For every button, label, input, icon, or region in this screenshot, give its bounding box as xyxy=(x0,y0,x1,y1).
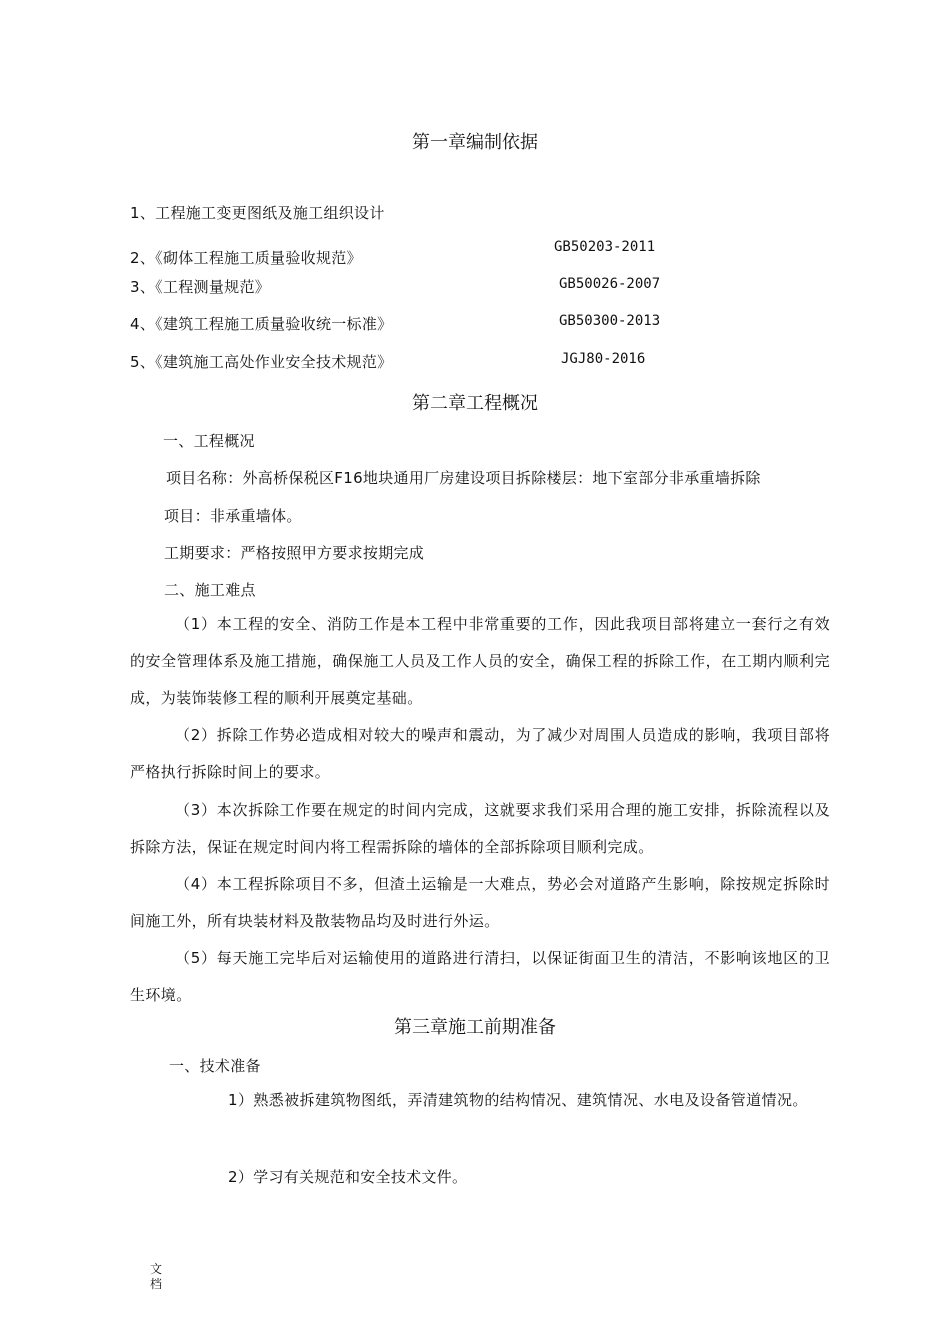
section-heading: 一、技术准备 xyxy=(169,1057,261,1075)
chapter1-title: 第一章编制依据 xyxy=(412,132,538,153)
footer-char: 文 xyxy=(150,1262,163,1276)
difficulty-paragraph: （3）本次拆除工作要在规定的时间内完成，这就要求我们采用合理的施工安排，拆除流程以及拆除方法，保证在规定时间内将工程需拆除的墙体的全部拆除项目顺利完成。 xyxy=(130,801,830,856)
reference-item: 3、《工程测量规范》 xyxy=(130,278,271,296)
reference-code: GB50300-2013 xyxy=(559,313,661,329)
prep-item: 2）学习有关规范和安全技术文件。 xyxy=(228,1168,468,1186)
difficulty-paragraph: （1）本工程的安全、消防工作是本工程中非常重要的工作，因此我项目部将建立一套行之有效的安全管理体系及施工措施，确保施工人员及工作人员的安全，确保工程的拆除工作，在工期内顺利完成，为装饰装修工程的顺利开展奠定基础。 xyxy=(130,615,830,707)
section-heading: 一、工程概况 xyxy=(163,432,255,450)
difficulty-paragraph: （4）本工程拆除项目不多，但渣土运输是一大难点，势必会对道路产生影响，除按规定拆除时间施工外，所有块装材料及散装物品均及时进行外运。 xyxy=(130,875,830,930)
chapter3-title: 第三章施工前期准备 xyxy=(394,1017,556,1038)
difficulty-paragraph: （5）每天施工完毕后对运输使用的道路进行清扫，以保证街面卫生的清洁，不影响该地区的卫生环境。 xyxy=(130,949,830,1004)
footer-mark xyxy=(150,1262,164,1292)
section-heading: 二、施工难点 xyxy=(164,581,256,599)
reference-item: 1、工程施工变更图纸及施工组织设计 xyxy=(130,204,385,222)
reference-code: GB50026-2007 xyxy=(559,276,661,292)
schedule-line: 工期要求：严格按照甲方要求按期完成 xyxy=(164,544,425,562)
prep-item: 1）熟悉被拆建筑物图纸，弄清建筑物的结构情况、建筑情况、水电及设备管道情况。 xyxy=(228,1091,808,1109)
reference-item: 2、《砌体工程施工质量验收规范》 xyxy=(130,249,362,267)
project-name-line: 项目名称：外高桥保税区F16地块通用厂房建设项目拆除楼层：地下室部分非承重墙拆除 xyxy=(166,469,761,487)
reference-code: GB50203-2011 xyxy=(554,239,656,255)
footer-char: 档 xyxy=(150,1277,163,1291)
chapter2-title: 第二章工程概况 xyxy=(412,393,538,414)
reference-item: 4、《建筑工程施工质量验收统一标准》 xyxy=(130,315,393,333)
reference-code: JGJ80-2016 xyxy=(561,351,646,367)
difficulty-paragraph: （2）拆除工作势必造成相对较大的噪声和震动，为了减少对周围人员造成的影响，我项目部将严格执行拆除时间上的要求。 xyxy=(130,726,830,781)
project-item-line: 项目：非承重墙体。 xyxy=(164,507,302,525)
reference-item: 5、《建筑施工高处作业安全技术规范》 xyxy=(130,353,393,371)
